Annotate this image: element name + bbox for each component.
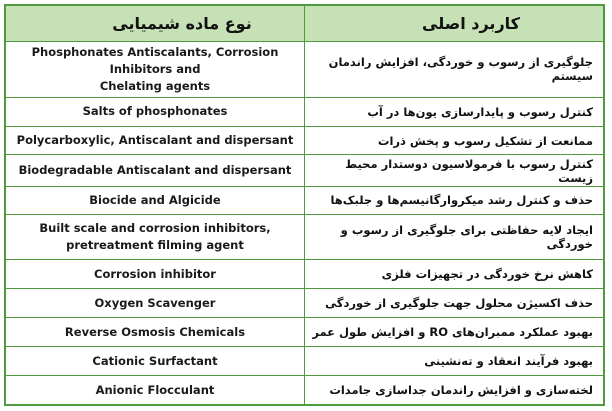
main-use-cell: کنترل رسوب و پایدارسازی یون‌ها در آب: [305, 97, 604, 126]
main-use-cell: لخته‌سازی و افزایش راندمان جداسازی جامدات: [305, 376, 604, 405]
table-row: [6, 347, 604, 376]
chemical-type-cell: Polycarboxylic, Antiscalant and dispersant: [6, 126, 305, 155]
main-use-cell: کنترل رسوب با فرمولاسیون دوستدار محیط زیست: [305, 155, 604, 186]
table-row: [6, 376, 604, 405]
main-use-cell: کاهش نرخ خوردگی در تجهیزات فلزی: [305, 260, 604, 289]
table-row: [6, 126, 604, 155]
chemical-type-cell: Cationic Surfactant: [6, 347, 305, 376]
chemicals-table: [5, 5, 604, 405]
table-row: [6, 215, 604, 260]
main-use-cell: حذف و کنترل رشد میکروارگانیسم‌ها و جلبک‌ها: [305, 186, 604, 215]
table-row: [6, 260, 604, 289]
chemical-type-cell: [6, 215, 305, 260]
chemical-type-cell: Anionic Flocculant: [6, 376, 305, 405]
chemicals-table-container: [4, 4, 605, 406]
chemical-type-cell: Corrosion inhibitor: [6, 260, 305, 289]
main-use-cell: جلوگیری از رسوب و خوردگی، افزایش راندمان سیستم: [305, 42, 604, 98]
chemical-type-line: pretreatment filming agent: [66, 238, 244, 253]
chemical-type-cell: Biodegradable Antiscalant and dispersant: [6, 155, 305, 186]
chemical-type-line: Phosphonates Antiscalants, Corrosion Inhibitors and: [31, 44, 279, 76]
table-row: [6, 318, 604, 347]
chemical-type-cell: Salts of phosphonates: [6, 97, 305, 126]
main-use-cell: بهبود فرآیند انعقاد و ته‌نشینی: [305, 347, 604, 376]
chemical-type-cell: Biocide and Algicide: [6, 186, 305, 215]
main-use-cell: حذف اکسیژن محلول جهت جلوگیری از خوردگی: [305, 289, 604, 318]
table-row: [6, 42, 604, 98]
table-row: [6, 155, 604, 186]
main-use-cell: ایجاد لایه حفاظتی برای جلوگیری از رسوب و خوردگی: [305, 215, 604, 260]
table-row: [6, 97, 604, 126]
chemical-type-line: Chelating agents: [99, 78, 211, 93]
chemical-type-cell: Reverse Osmosis Chemicals: [6, 318, 305, 347]
chemical-type-cell: Oxygen Scavenger: [6, 289, 305, 318]
chemical-type-line: Built scale and corrosion inhibitors,: [39, 221, 271, 236]
table-row: [6, 186, 604, 215]
main-use-cell: بهبود عملکرد ممبران‌های RO و افزایش طول عمر: [305, 318, 604, 347]
table-header-row: [6, 6, 604, 42]
header-chemical-type: نوع ماده شیمیایی: [6, 6, 305, 42]
main-use-cell: ممانعت از تشکیل رسوب و پخش ذرات: [305, 126, 604, 155]
header-main-use: کاربرد اصلی: [305, 6, 604, 42]
table-row: [6, 289, 604, 318]
chemical-type-cell: [6, 42, 305, 98]
